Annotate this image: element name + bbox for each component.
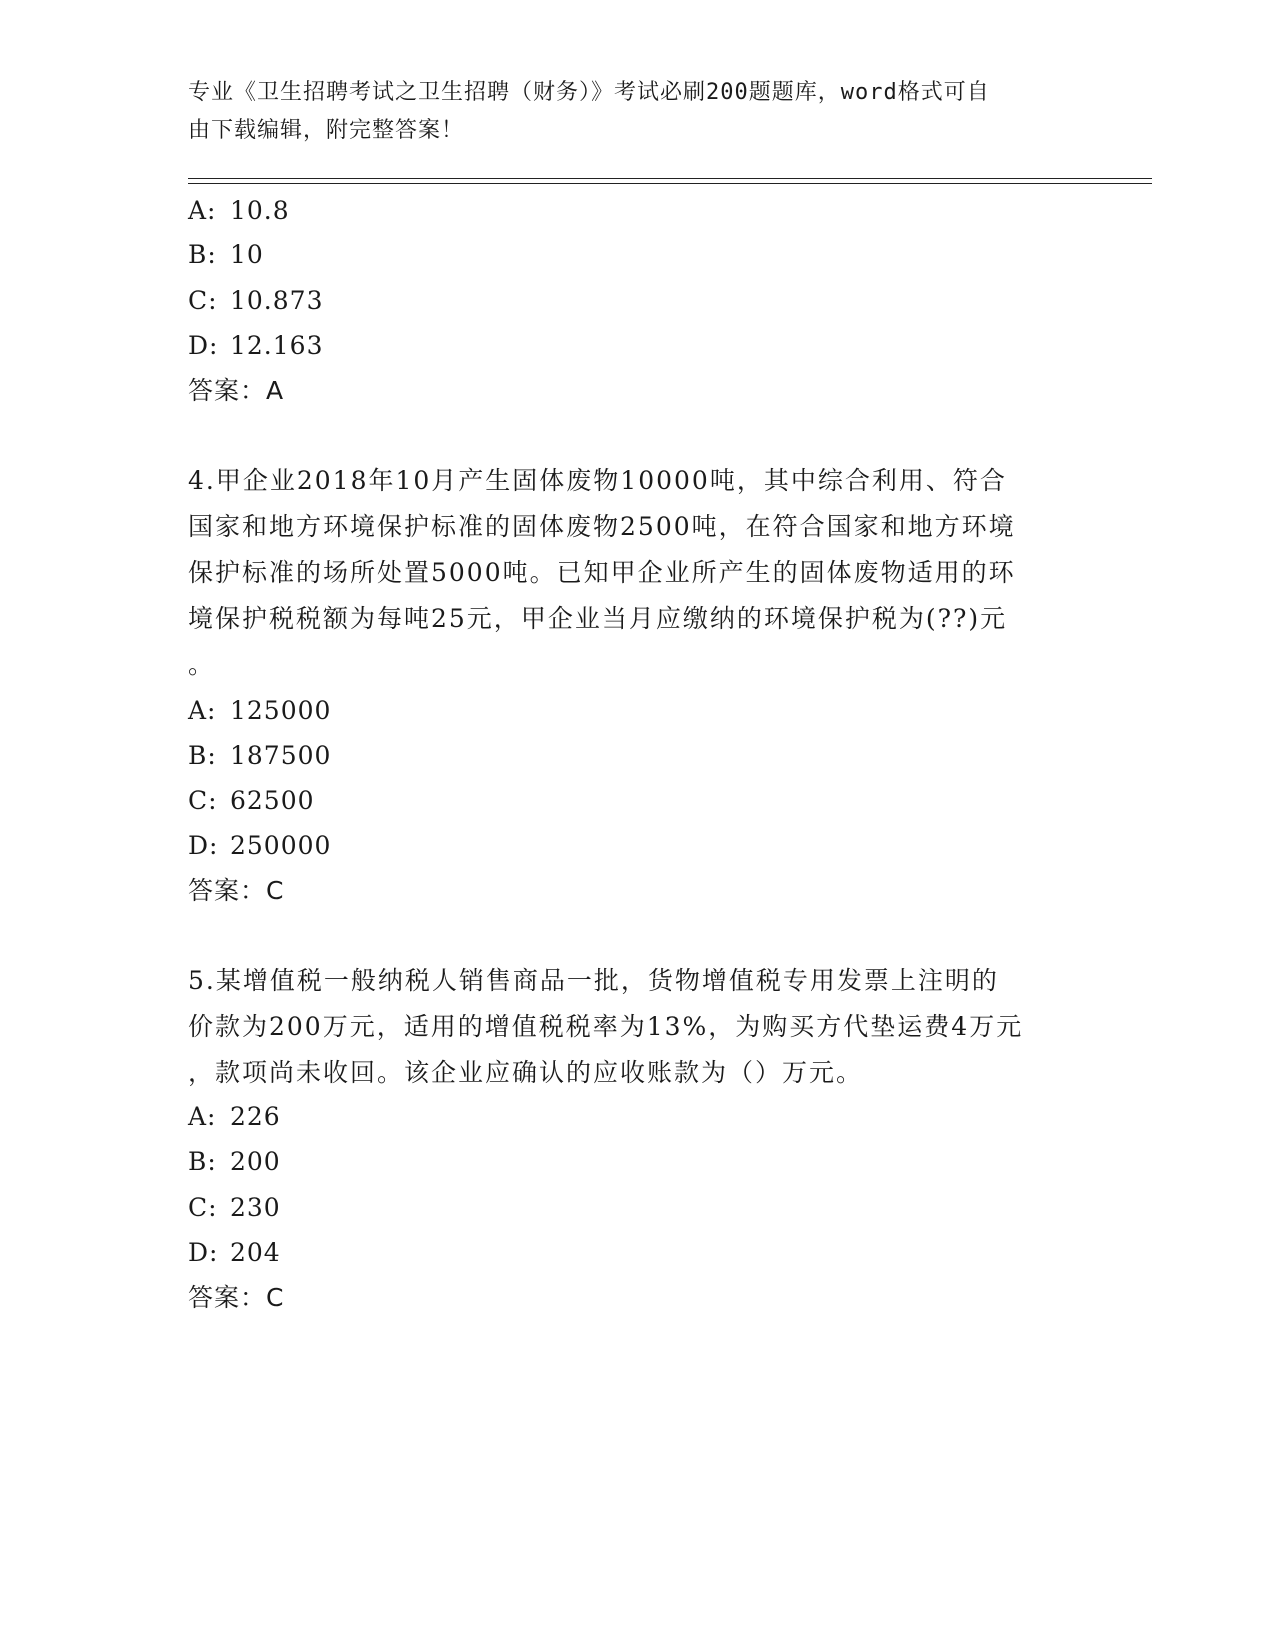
option-value: 12.163 <box>230 331 324 360</box>
q4-answer: 答案：C <box>188 876 285 905</box>
q4-line-2: 国家和地方环境保护标准的固体废物2500吨，在符合国家和地方环境 <box>188 512 1016 541</box>
header-divider-top <box>188 178 1152 179</box>
option-label: D: <box>188 1238 219 1267</box>
q3-option-b <box>188 240 264 270</box>
q4-line-3: 保护标准的场所处置5000吨。已知甲企业所产生的固体废物适用的环 <box>188 558 1016 587</box>
q5-line-3: ，款项尚未收回。该企业应确认的应收账款为（）万元。 <box>188 1058 864 1087</box>
option-value: 226 <box>230 1102 281 1131</box>
q3-option-a <box>188 196 290 226</box>
option-label: C: <box>188 1193 218 1222</box>
q4-option-c <box>188 786 315 816</box>
q3-option-d <box>188 331 323 361</box>
option-value: 10.8 <box>230 196 290 225</box>
option-label: C: <box>188 286 218 315</box>
q4-option-d <box>188 831 331 861</box>
option-value: 200 <box>230 1147 281 1176</box>
option-label: B: <box>188 741 217 770</box>
header-line-2: 由下载编辑，附完整答案！ <box>188 118 465 143</box>
option-label: B: <box>188 1147 217 1176</box>
q4-question-text <box>188 458 1088 688</box>
option-value: 62500 <box>230 786 315 815</box>
option-label: B: <box>188 240 217 269</box>
option-label: A: <box>188 196 217 225</box>
q5-question-text <box>188 958 1088 1096</box>
option-value: 125000 <box>230 696 332 725</box>
q5-option-c <box>188 1193 281 1223</box>
q3-option-c <box>188 286 323 316</box>
q4-line-5: 。 <box>188 650 216 679</box>
q4-option-a <box>188 696 331 726</box>
header-divider-bottom <box>188 183 1152 184</box>
option-label: A: <box>188 1102 217 1131</box>
q5-option-b <box>188 1147 281 1177</box>
option-label: A: <box>188 696 217 725</box>
option-value: 10.873 <box>230 286 324 315</box>
document-header <box>188 74 1068 150</box>
option-value: 230 <box>230 1193 281 1222</box>
q5-answer: 答案：C <box>188 1283 285 1312</box>
option-value: 187500 <box>230 741 332 770</box>
header-line-1: 专业《卫生招聘考试之卫生招聘（财务）》考试必刷200题题库，word格式可自 <box>188 80 990 105</box>
q5-option-a <box>188 1102 281 1132</box>
q3-answer: 答案：A <box>188 376 285 405</box>
option-value: 10 <box>230 240 264 269</box>
q5-line-1: 5.某增值税一般纳税人销售商品一批，货物增值税专用发票上注明的 <box>188 966 999 995</box>
q5-option-d <box>188 1238 281 1268</box>
q5-line-2: 价款为200万元，适用的增值税税率为13%，为购买方代垫运费4万元 <box>188 1012 1024 1041</box>
option-value: 250000 <box>230 831 332 860</box>
option-label: D: <box>188 331 219 360</box>
q4-option-b <box>188 741 331 771</box>
option-value: 204 <box>230 1238 281 1267</box>
option-label: D: <box>188 831 219 860</box>
q4-line-1: 4.甲企业2018年10月产生固体废物10000吨，其中综合利用、符合 <box>188 466 1007 495</box>
option-label: C: <box>188 786 218 815</box>
q4-line-4: 境保护税税额为每吨25元，甲企业当月应缴纳的环境保护税为(??)元 <box>188 604 1008 633</box>
